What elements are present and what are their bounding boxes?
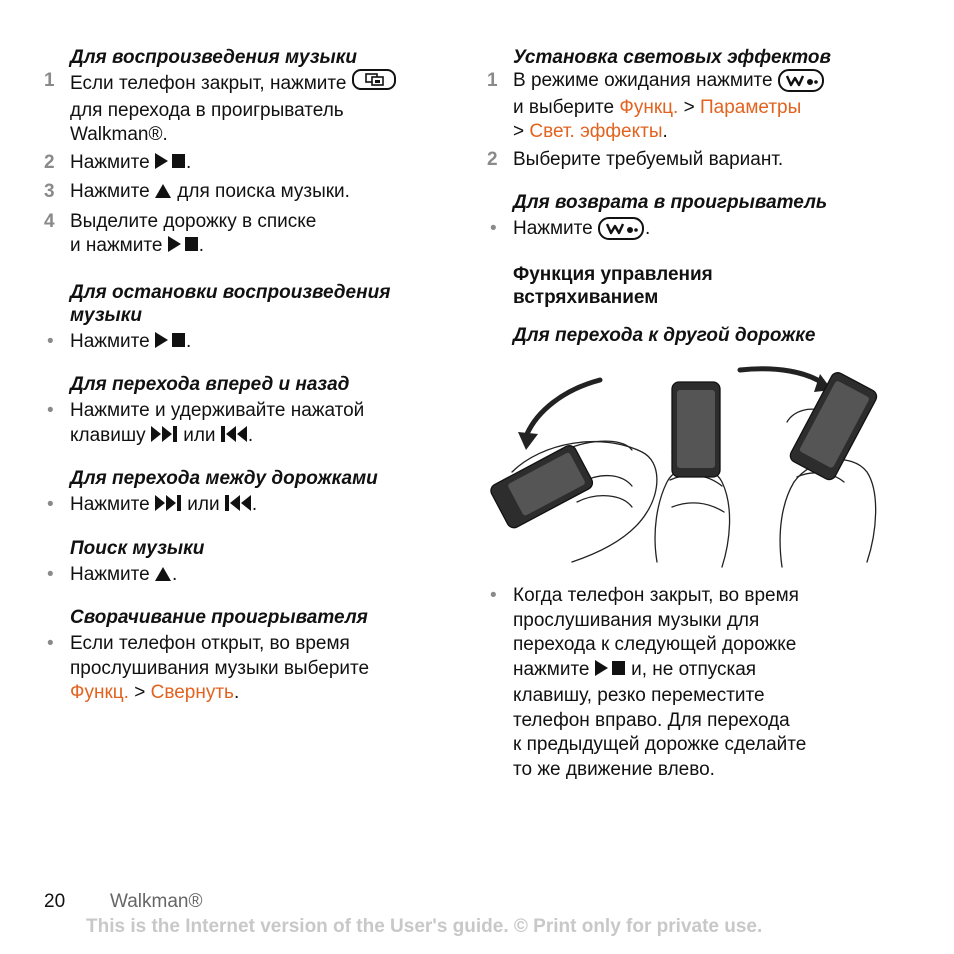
menu-link-minimize[interactable]: Свернуть	[150, 682, 234, 703]
step-number: 1	[487, 70, 498, 91]
bullet-item	[44, 563, 454, 590]
bullet-text: или	[183, 424, 216, 446]
step-2	[487, 148, 897, 173]
bullet-text: телефон вправо. Для перехода	[513, 709, 790, 731]
step-text: В режиме ожидания нажмите	[513, 70, 773, 91]
legal-notice: This is the Internet version of the User's guide. © Print only for private use.	[86, 916, 763, 937]
menu-link-light-effects[interactable]: Свет. эффекты	[529, 121, 663, 142]
bullet-item	[487, 217, 897, 244]
period: .	[172, 563, 178, 585]
bullet-text: перехода к следующей дорожке	[513, 634, 797, 655]
previous-track-icon	[221, 425, 248, 451]
bullet: •	[47, 400, 54, 421]
bullet-item	[44, 632, 454, 706]
step-number: 2	[44, 151, 55, 173]
section-title-between-tracks: Для перехода между дорожками	[70, 468, 378, 489]
step-number: 2	[487, 148, 498, 170]
shake-instructions	[487, 584, 923, 782]
bullet-text: клавишу	[70, 424, 146, 446]
step-text: Если телефон закрыт, нажмите	[70, 73, 347, 94]
play-pause-icon	[155, 331, 186, 357]
up-arrow-icon	[155, 182, 172, 207]
bullet: •	[47, 494, 54, 515]
step-number: 1	[44, 70, 55, 91]
section-name: Walkman®	[110, 891, 203, 912]
step-text: Нажмите	[70, 151, 150, 173]
play-pause-icon	[168, 235, 199, 261]
bullet-item	[44, 399, 454, 450]
bullet-text: Когда телефон закрыт, во время	[513, 585, 799, 606]
right-column	[487, 46, 897, 347]
step-1	[487, 69, 897, 145]
bullet-item	[44, 493, 454, 520]
left-column	[44, 46, 454, 706]
section-title-shake-control	[487, 263, 897, 309]
play-pause-icon	[595, 659, 626, 685]
step-text: Нажмите	[70, 181, 150, 202]
section-title-music-search: Поиск музыки	[70, 537, 205, 559]
period: .	[251, 494, 258, 515]
period: .	[186, 330, 192, 352]
shake-gesture-illustration	[482, 362, 902, 572]
title-line: Функция управления	[513, 263, 713, 285]
bullet: •	[490, 218, 497, 239]
period: .	[645, 218, 651, 239]
bullet-text: или	[187, 494, 220, 515]
title-line: музыки	[70, 304, 143, 326]
bullet-text: к предыдущей дорожке сделайте	[513, 734, 807, 755]
shake-gesture-image	[482, 362, 902, 572]
section-title-light-effects: Установка световых эффектов	[513, 47, 831, 68]
next-track-icon	[155, 494, 182, 520]
bullet-text: то же движение влево.	[513, 758, 715, 780]
section-title-change-track: Для перехода к другой дорожке	[513, 324, 816, 346]
step-text: для поиска музыки.	[177, 181, 350, 202]
section-title-return-to-player: Для возврата в проигрыватель	[513, 192, 828, 213]
bullet-text: клавишу, резко переместите	[513, 685, 765, 706]
bullet-text: Нажмите и удерживайте нажатой	[70, 400, 365, 421]
previous-track-icon	[225, 494, 252, 520]
step-text: Выберите требуемый вариант.	[513, 148, 784, 170]
play-pause-icon	[155, 152, 186, 178]
bullet: •	[47, 563, 54, 585]
period: .	[247, 424, 254, 446]
menu-separator: >	[683, 96, 695, 118]
step-text: и нажмите	[70, 235, 163, 256]
step-text: для перехода в проигрыватель	[70, 99, 344, 121]
step-4	[44, 210, 454, 261]
period: .	[662, 121, 668, 142]
title-line: встряхиванием	[513, 286, 659, 308]
page-footer	[44, 890, 924, 915]
bullet-text: Нажмите	[70, 563, 150, 585]
step-3	[44, 180, 454, 207]
bullet-text: Если телефон открыт, во время	[70, 633, 350, 654]
title-line: Для остановки воспроизведения	[70, 281, 391, 303]
bullet-text: прослушивания музыки для	[513, 609, 760, 631]
section-title-stop-music	[44, 281, 454, 327]
step-text: Walkman®.	[70, 124, 168, 145]
bullet-text: Нажмите	[70, 494, 150, 515]
walkman-key-icon	[778, 69, 825, 96]
menu-separator: >	[134, 682, 146, 703]
menu-link-settings[interactable]: Параметры	[700, 96, 802, 118]
bullet-text: и, не отпуская	[631, 658, 757, 680]
up-arrow-icon	[155, 565, 172, 590]
step-2	[44, 151, 454, 178]
step-text: и выберите	[513, 96, 615, 118]
step-1	[44, 69, 454, 148]
bullet-text: нажмите	[513, 658, 590, 680]
step-text: Выделите дорожку в списке	[70, 210, 317, 232]
section-title-forward-back: Для перехода вперед и назад	[70, 374, 350, 395]
section-title-minimize-player: Сворачивание проигрывателя	[70, 607, 368, 628]
bullet: •	[490, 585, 497, 606]
period: .	[198, 235, 204, 256]
step-number: 4	[44, 210, 55, 232]
bullet-text: Нажмите	[70, 330, 150, 352]
page-number: 20	[44, 891, 66, 912]
menu-link-functions[interactable]: Функц.	[70, 682, 129, 703]
music-mode-key-icon	[352, 69, 396, 99]
bullet: •	[47, 330, 54, 352]
bullet-item	[44, 330, 454, 357]
menu-link-functions[interactable]: Функц.	[619, 96, 679, 118]
page-info	[44, 890, 924, 915]
period: .	[186, 151, 192, 173]
bullet-text: Нажмите	[513, 218, 593, 239]
menu-separator: >	[513, 121, 525, 142]
step-number: 3	[44, 181, 55, 202]
walkman-key-icon	[598, 217, 645, 244]
period: .	[233, 682, 240, 703]
bullet: •	[47, 633, 54, 654]
next-track-icon	[151, 425, 178, 451]
section-title-play-music: Для воспроизведения музыки	[70, 47, 357, 68]
bullet-text: прослушивания музыки выберите	[70, 657, 370, 679]
